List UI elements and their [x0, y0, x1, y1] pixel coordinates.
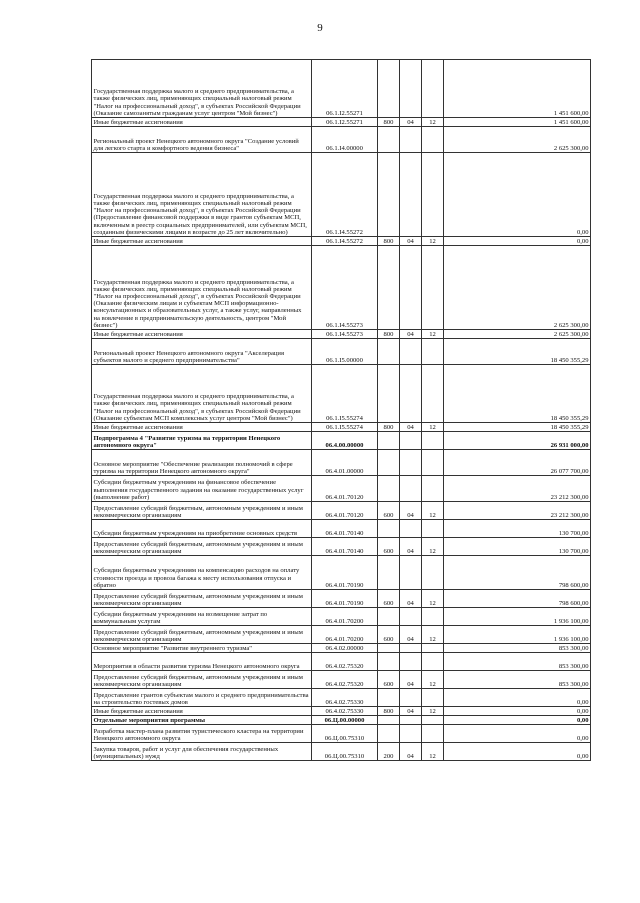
row-pr-cell — [422, 725, 444, 743]
row-code-cell: 06.Ц.00.00000 — [312, 716, 378, 725]
row-pr-cell — [422, 689, 444, 707]
row-amount-cell: 798 600,00 — [444, 556, 591, 590]
row-rz-cell — [400, 60, 422, 118]
row-amount-cell: 26 077 700,00 — [444, 450, 591, 476]
row-vr-cell — [378, 246, 400, 330]
row-code-cell: 06.1.I2.55271 — [312, 60, 378, 118]
row-pr-cell: 12 — [422, 502, 444, 520]
row-amount-cell: 1 451 600,00 — [444, 60, 591, 118]
row-amount-cell: 23 212 300,00 — [444, 476, 591, 502]
row-amount-cell: 26 931 000,00 — [444, 432, 591, 450]
row-code-cell: 06.1.I4.55273 — [312, 330, 378, 339]
row-rz-cell — [400, 725, 422, 743]
row-amount-cell: 798 600,00 — [444, 590, 591, 608]
row-vr-cell — [378, 716, 400, 725]
row-pr-cell — [422, 246, 444, 330]
table-row — [92, 153, 591, 237]
table-row — [92, 423, 591, 432]
row-name-cell: Основное мероприятие "Обеспечение реализации полномочий в сфере туризма на территории Ненецкого автономного округа" — [92, 450, 312, 476]
row-amount-cell: 2 625 300,00 — [444, 127, 591, 153]
row-amount-cell: 1 451 600,00 — [444, 118, 591, 127]
row-code-cell: 06.4.02.75320 — [312, 653, 378, 671]
row-name-cell: Иные бюджетные ассигнования — [92, 118, 312, 127]
row-code-cell: 06.4.02.00000 — [312, 644, 378, 653]
row-rz-cell — [400, 644, 422, 653]
row-name-cell: Подпрограмма 4 "Развитие туризма на территории Ненецкого автономного округа" — [92, 432, 312, 450]
row-rz-cell — [400, 365, 422, 423]
row-name-cell: Государственная поддержка малого и среднего предпринимательства, а также физических лиц, применяющих специальный налоговый режим "Налог на профессиональный доход", в субъектах Российской Федерации (Оказание физическим лицам и субъектам МСП информационно-консультационных и образовательных услуг, а также услуг, направленных на вовлечение в предпринимательскую деятельность, центром "Мой бизнес") — [92, 246, 312, 330]
row-pr-cell — [422, 608, 444, 626]
row-code-cell: 06.Ц.00.75310 — [312, 725, 378, 743]
row-pr-cell — [422, 153, 444, 237]
row-amount-cell: 853 300,00 — [444, 671, 591, 689]
row-code-cell: 06.4.01.70190 — [312, 556, 378, 590]
row-pr-cell: 12 — [422, 330, 444, 339]
row-name-cell: Субсидии бюджетным учреждениям на финансовое обеспечение выполнения государственного задания на оказание государственных услуг (выполнение работ) — [92, 476, 312, 502]
table-row — [92, 689, 591, 707]
row-name-cell: Разработка мастер-плана развития туристического кластера на территории Ненецкого автономного округа — [92, 725, 312, 743]
row-code-cell: 06.1.I5.00000 — [312, 339, 378, 365]
row-code-cell: 06.1.I4.55273 — [312, 246, 378, 330]
row-code-cell: 06.1.I4.55272 — [312, 237, 378, 246]
row-code-cell: 06.4.02.75330 — [312, 707, 378, 716]
page-number: 9 — [317, 22, 323, 34]
row-code-cell: 06.Ц.00.75310 — [312, 743, 378, 761]
row-name-cell: Основное мероприятие "Развитие внутреннего туризма" — [92, 644, 312, 653]
row-name-cell: Иные бюджетные ассигнования — [92, 237, 312, 246]
row-vr-cell: 600 — [378, 590, 400, 608]
table-row — [92, 476, 591, 502]
row-amount-cell: 0,00 — [444, 725, 591, 743]
table-row — [92, 653, 591, 671]
table-row — [92, 707, 591, 716]
row-rz-cell: 04 — [400, 743, 422, 761]
table-row — [92, 118, 591, 127]
row-name-cell: Иные бюджетные ассигнования — [92, 707, 312, 716]
row-pr-cell — [422, 339, 444, 365]
row-rz-cell — [400, 556, 422, 590]
table-row — [92, 590, 591, 608]
row-rz-cell — [400, 476, 422, 502]
table-row — [92, 127, 591, 153]
row-name-cell: Государственная поддержка малого и среднего предпринимательства, а также физических лиц, применяющих специальный налоговый режим "Налог на профессиональный доход", в субъектах Российской Федерации (Оказание субъектам МСП комплексных услуг центром "Мой бизнес") — [92, 365, 312, 423]
row-rz-cell: 04 — [400, 707, 422, 716]
row-amount-cell: 18 450 355,29 — [444, 423, 591, 432]
row-code-cell: 06.1.I4.00000 — [312, 127, 378, 153]
row-rz-cell — [400, 339, 422, 365]
row-name-cell: Субсидии бюджетным учреждениям на возмещение затрат по коммунальным услугам — [92, 608, 312, 626]
row-rz-cell — [400, 608, 422, 626]
row-name-cell: Региональный проект Ненецкого автономного округа "Акселерация субъектов малого и среднего предпринимательства" — [92, 339, 312, 365]
row-rz-cell: 04 — [400, 538, 422, 556]
row-name-cell: Предоставление грантов субъектам малого и среднего предпринимательства на строительство гостевых домов — [92, 689, 312, 707]
row-amount-cell: 130 700,00 — [444, 538, 591, 556]
row-rz-cell — [400, 127, 422, 153]
row-rz-cell: 04 — [400, 671, 422, 689]
row-rz-cell: 04 — [400, 502, 422, 520]
row-code-cell: 06.1.I4.55272 — [312, 153, 378, 237]
row-vr-cell — [378, 153, 400, 237]
row-pr-cell — [422, 716, 444, 725]
row-rz-cell: 04 — [400, 237, 422, 246]
row-rz-cell: 04 — [400, 118, 422, 127]
row-pr-cell — [422, 476, 444, 502]
row-amount-cell: 0,00 — [444, 743, 591, 761]
row-amount-cell: 23 212 300,00 — [444, 502, 591, 520]
row-amount-cell: 0,00 — [444, 237, 591, 246]
row-vr-cell — [378, 60, 400, 118]
row-name-cell: Субсидии бюджетным учреждениям на приобретение основных средств — [92, 520, 312, 538]
row-vr-cell — [378, 476, 400, 502]
row-name-cell: Предоставление субсидий бюджетным, автономным учреждениям и иным некоммерческим организациям — [92, 502, 312, 520]
row-name-cell: Мероприятия в области развития туризма Ненецкого автономного округа — [92, 653, 312, 671]
row-vr-cell — [378, 725, 400, 743]
row-pr-cell: 12 — [422, 671, 444, 689]
row-vr-cell: 600 — [378, 626, 400, 644]
row-vr-cell — [378, 520, 400, 538]
row-vr-cell — [378, 653, 400, 671]
row-vr-cell: 800 — [378, 707, 400, 716]
row-rz-cell — [400, 450, 422, 476]
table-row — [92, 725, 591, 743]
row-pr-cell — [422, 60, 444, 118]
table-row — [92, 538, 591, 556]
row-amount-cell: 853 300,00 — [444, 644, 591, 653]
row-pr-cell — [422, 520, 444, 538]
row-code-cell: 06.4.01.70140 — [312, 520, 378, 538]
table-row — [92, 502, 591, 520]
row-rz-cell — [400, 653, 422, 671]
row-name-cell: Иные бюджетные ассигнования — [92, 423, 312, 432]
row-name-cell: Отдельные мероприятия программы — [92, 716, 312, 725]
row-code-cell: 06.4.02.75320 — [312, 671, 378, 689]
row-amount-cell: 0,00 — [444, 707, 591, 716]
row-rz-cell — [400, 246, 422, 330]
table-row — [92, 330, 591, 339]
row-rz-cell: 04 — [400, 423, 422, 432]
row-vr-cell — [378, 689, 400, 707]
row-vr-cell: 800 — [378, 237, 400, 246]
row-code-cell: 06.1.I5.55274 — [312, 365, 378, 423]
row-amount-cell: 853 300,00 — [444, 653, 591, 671]
row-code-cell: 06.4.00.00000 — [312, 432, 378, 450]
row-amount-cell: 1 936 100,00 — [444, 626, 591, 644]
row-name-cell: Предоставление субсидий бюджетным, автономным учреждениям и иным некоммерческим организациям — [92, 538, 312, 556]
row-vr-cell: 600 — [378, 671, 400, 689]
row-rz-cell — [400, 689, 422, 707]
row-rz-cell: 04 — [400, 330, 422, 339]
row-name-cell: Предоставление субсидий бюджетным, автономным учреждениям и иным некоммерческим организациям — [92, 590, 312, 608]
budget-table — [91, 59, 591, 761]
table-row — [92, 743, 591, 761]
row-name-cell: Региональный проект Ненецкого автономного округа "Создание условий для легкого старта и комфортного ведения бизнеса" — [92, 127, 312, 153]
row-amount-cell: 18 450 355,29 — [444, 365, 591, 423]
row-vr-cell: 600 — [378, 502, 400, 520]
row-vr-cell — [378, 608, 400, 626]
table-row — [92, 60, 591, 118]
row-vr-cell — [378, 432, 400, 450]
row-code-cell: 06.4.01.70140 — [312, 538, 378, 556]
row-vr-cell — [378, 450, 400, 476]
row-amount-cell: 2 625 300,00 — [444, 246, 591, 330]
row-rz-cell: 04 — [400, 626, 422, 644]
row-rz-cell — [400, 520, 422, 538]
row-vr-cell: 800 — [378, 118, 400, 127]
row-name-cell: Предоставление субсидий бюджетным, автономным учреждениям и иным некоммерческим организациям — [92, 626, 312, 644]
table-row — [92, 237, 591, 246]
row-code-cell: 06.4.01.70120 — [312, 476, 378, 502]
row-name-cell: Субсидии бюджетным учреждениям на компенсацию расходов на оплату стоимости проезда и провоза багажа к месту использования отпуска и обратно — [92, 556, 312, 590]
row-rz-cell — [400, 716, 422, 725]
row-code-cell: 06.4.01.70200 — [312, 608, 378, 626]
table-row — [92, 608, 591, 626]
table-row — [92, 520, 591, 538]
table-row — [92, 716, 591, 725]
row-amount-cell: 0,00 — [444, 716, 591, 725]
row-amount-cell: 0,00 — [444, 153, 591, 237]
row-amount-cell: 130 700,00 — [444, 520, 591, 538]
row-code-cell: 06.4.01.00000 — [312, 450, 378, 476]
row-code-cell: 06.4.02.75330 — [312, 689, 378, 707]
row-amount-cell: 18 450 355,29 — [444, 339, 591, 365]
row-code-cell: 06.4.01.70200 — [312, 626, 378, 644]
row-pr-cell — [422, 450, 444, 476]
row-pr-cell: 12 — [422, 237, 444, 246]
table-row — [92, 450, 591, 476]
row-code-cell: 06.1.I2.55271 — [312, 118, 378, 127]
row-name-cell: Государственная поддержка малого и среднего предпринимательства, а также физических лиц, применяющих специальный налоговый режим "Налог на профессиональный доход", в субъектах Российской Федерации (Оказание самозанятым гражданам услуг центром "Мой бизнес") — [92, 60, 312, 118]
row-rz-cell — [400, 153, 422, 237]
table-row — [92, 432, 591, 450]
row-vr-cell: 800 — [378, 330, 400, 339]
table-row — [92, 246, 591, 330]
row-vr-cell: 200 — [378, 743, 400, 761]
row-name-cell: Закупка товаров, работ и услуг для обеспечения государственных (муниципальных) нужд — [92, 743, 312, 761]
row-pr-cell: 12 — [422, 423, 444, 432]
row-pr-cell: 12 — [422, 743, 444, 761]
row-vr-cell — [378, 556, 400, 590]
row-pr-cell — [422, 653, 444, 671]
row-pr-cell: 12 — [422, 590, 444, 608]
row-vr-cell: 800 — [378, 423, 400, 432]
row-name-cell: Предоставление субсидий бюджетным, автономным учреждениям и иным некоммерческим организациям — [92, 671, 312, 689]
row-pr-cell — [422, 127, 444, 153]
row-vr-cell — [378, 644, 400, 653]
table-row — [92, 365, 591, 423]
row-pr-cell — [422, 644, 444, 653]
row-pr-cell: 12 — [422, 626, 444, 644]
row-vr-cell — [378, 365, 400, 423]
table-row — [92, 626, 591, 644]
row-pr-cell: 12 — [422, 538, 444, 556]
row-pr-cell: 12 — [422, 707, 444, 716]
row-vr-cell: 600 — [378, 538, 400, 556]
row-amount-cell: 2 625 300,00 — [444, 330, 591, 339]
row-name-cell: Иные бюджетные ассигнования — [92, 330, 312, 339]
row-amount-cell: 1 936 100,00 — [444, 608, 591, 626]
table-row — [92, 644, 591, 653]
row-pr-cell: 12 — [422, 118, 444, 127]
table-row — [92, 339, 591, 365]
table-row — [92, 671, 591, 689]
row-vr-cell — [378, 127, 400, 153]
row-rz-cell — [400, 432, 422, 450]
row-vr-cell — [378, 339, 400, 365]
row-name-cell: Государственная поддержка малого и среднего предпринимательства, а также физических лиц, применяющих специальный налоговый режим "Налог на профессиональный доход", в субъектах Российской Федерации (Предоставление финансовой поддержки в виде грантов субъектам МСП, включенным в реестр социальных предпринимателей, или субъектам МСП, созданным физическими лицами в возрасте до 25 лет включительно) — [92, 153, 312, 237]
row-amount-cell: 0,00 — [444, 689, 591, 707]
row-pr-cell — [422, 432, 444, 450]
row-pr-cell — [422, 556, 444, 590]
row-rz-cell: 04 — [400, 590, 422, 608]
row-pr-cell — [422, 365, 444, 423]
row-code-cell: 06.1.I5.55274 — [312, 423, 378, 432]
table-row — [92, 556, 591, 590]
row-code-cell: 06.4.01.70190 — [312, 590, 378, 608]
row-code-cell: 06.4.01.70120 — [312, 502, 378, 520]
budget-table-body — [92, 60, 591, 761]
